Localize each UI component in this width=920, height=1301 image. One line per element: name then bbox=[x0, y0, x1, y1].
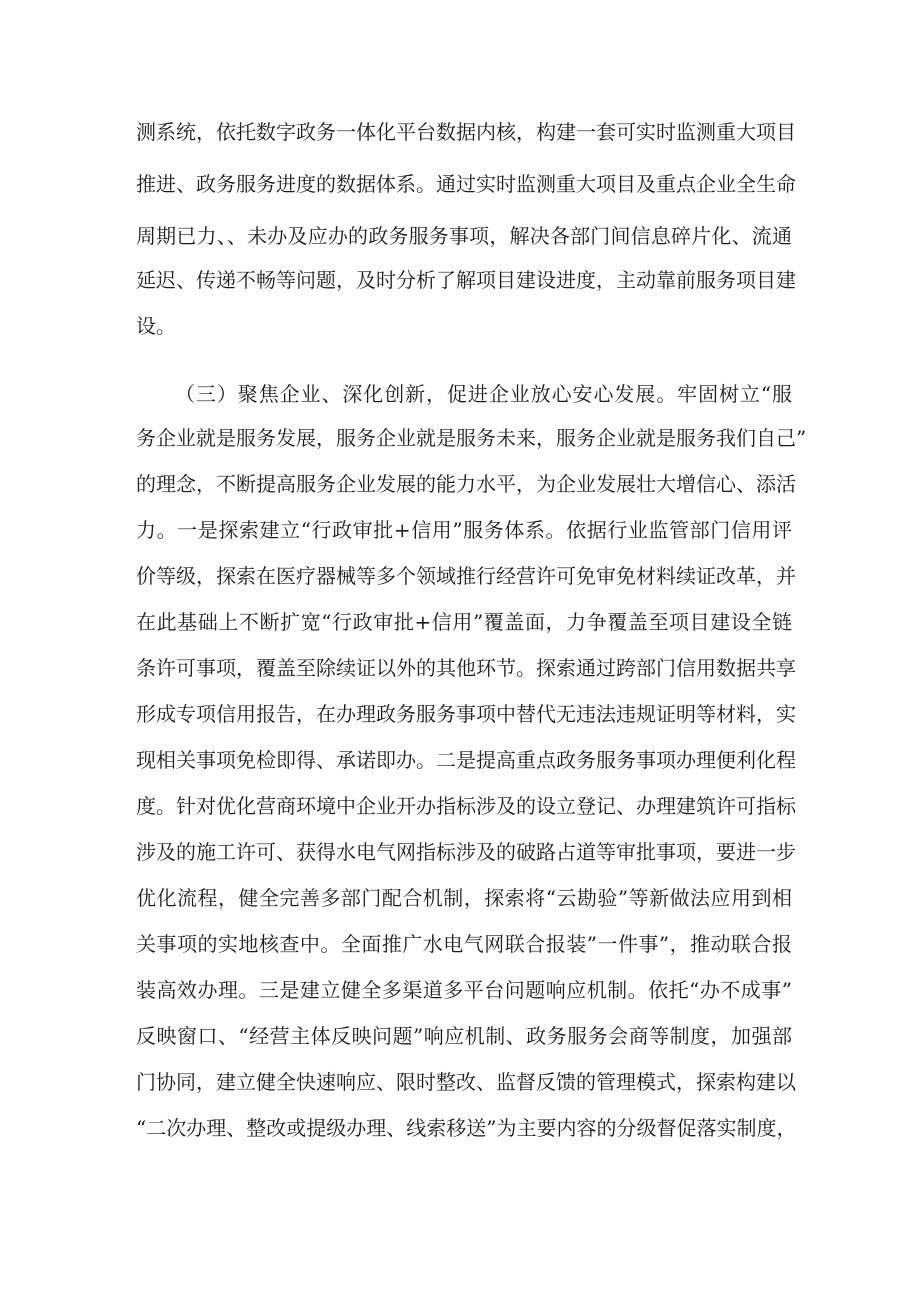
paragraph-line: 推进、政务服务进度的数据体系。通过实时监测重大项目及重点企业全生命 bbox=[136, 172, 796, 196]
paragraph-line: 测系统，依托数字政务一体化平台数据内核，构建一套可实时监测重大项目 bbox=[136, 120, 796, 144]
paragraph-line: 设。 bbox=[136, 314, 176, 338]
paragraph-line: 度。针对优化营商环境中企业开办指标涉及的设立登记、办理建筑许可指标 bbox=[136, 794, 796, 818]
paragraph-line: （三）聚焦企业、深化创新，促进企业放心安心发展。牢固树立“服 bbox=[175, 382, 792, 406]
paragraph-line: 在此基础上不断扩宽“行政审批+信用”覆盖面，力争覆盖至项目建设全链 bbox=[136, 610, 792, 634]
paragraph-line: 价等级，探索在医疗器械等多个领域推行经营许可免审免材料续证改革，并 bbox=[136, 564, 796, 588]
paragraph-line: 关事项的实地核查中。全面推广水电气网联合报装”一件事”，推动联合报 bbox=[136, 932, 792, 956]
paragraph-line: 务企业就是服务发展，服务企业就是服务未来，服务企业就是服务我们自己” bbox=[136, 426, 807, 450]
paragraph-line: 涉及的施工许可、获得水电气网指标涉及的破路占道等审批事项，要进一步 bbox=[136, 840, 796, 864]
paragraph-line: 优化流程，健全完善多部门配合机制，探索将“云勘验”等新做法应用到相 bbox=[136, 886, 792, 910]
paragraph-line: 形成专项信用报告，在办理政务服务事项中替代无违法违规证明等材料，实 bbox=[136, 702, 796, 726]
paragraph-line: 周期已力、、未办及应办的政务服务事项，解决各部门间信息碎片化、流通 bbox=[136, 224, 792, 248]
paragraph-line: 延迟、传递不畅等问题，及时分析了解项目建设进度，主动靠前服务项目建 bbox=[136, 268, 796, 292]
paragraph-line: 条许可事项，覆盖至除续证以外的其他环节。探索通过跨部门信用数据共享 bbox=[136, 656, 796, 680]
paragraph-line: 的理念，不断提高服务企业发展的能力水平，为企业发展壮大增信心、添活 bbox=[136, 472, 796, 496]
paragraph-line: 装高效办理。三是建立健全多渠道多平台问题响应机制。依托“办不成事” bbox=[136, 978, 792, 1002]
paragraph-line: 力。一是探索建立“行政审批+信用”服务体系。依据行业监管部门信用评 bbox=[136, 518, 792, 542]
paragraph-line: “二次办理、整改或提级办理、线索移送”为主要内容的分级督促落实制度， bbox=[136, 1116, 797, 1140]
paragraph-line: 现相关事项免检即得、承诺即办。二是提高重点政务服务事项办理便利化程 bbox=[136, 748, 796, 772]
paragraph-line: 反映窗口、“经营主体反映问题”响应机制、政务服务会商等制度，加强部 bbox=[136, 1024, 792, 1048]
paragraph-line: 门协同，建立健全快速响应、限时整改、监督反馈的管理模式，探索构建以 bbox=[136, 1070, 796, 1094]
